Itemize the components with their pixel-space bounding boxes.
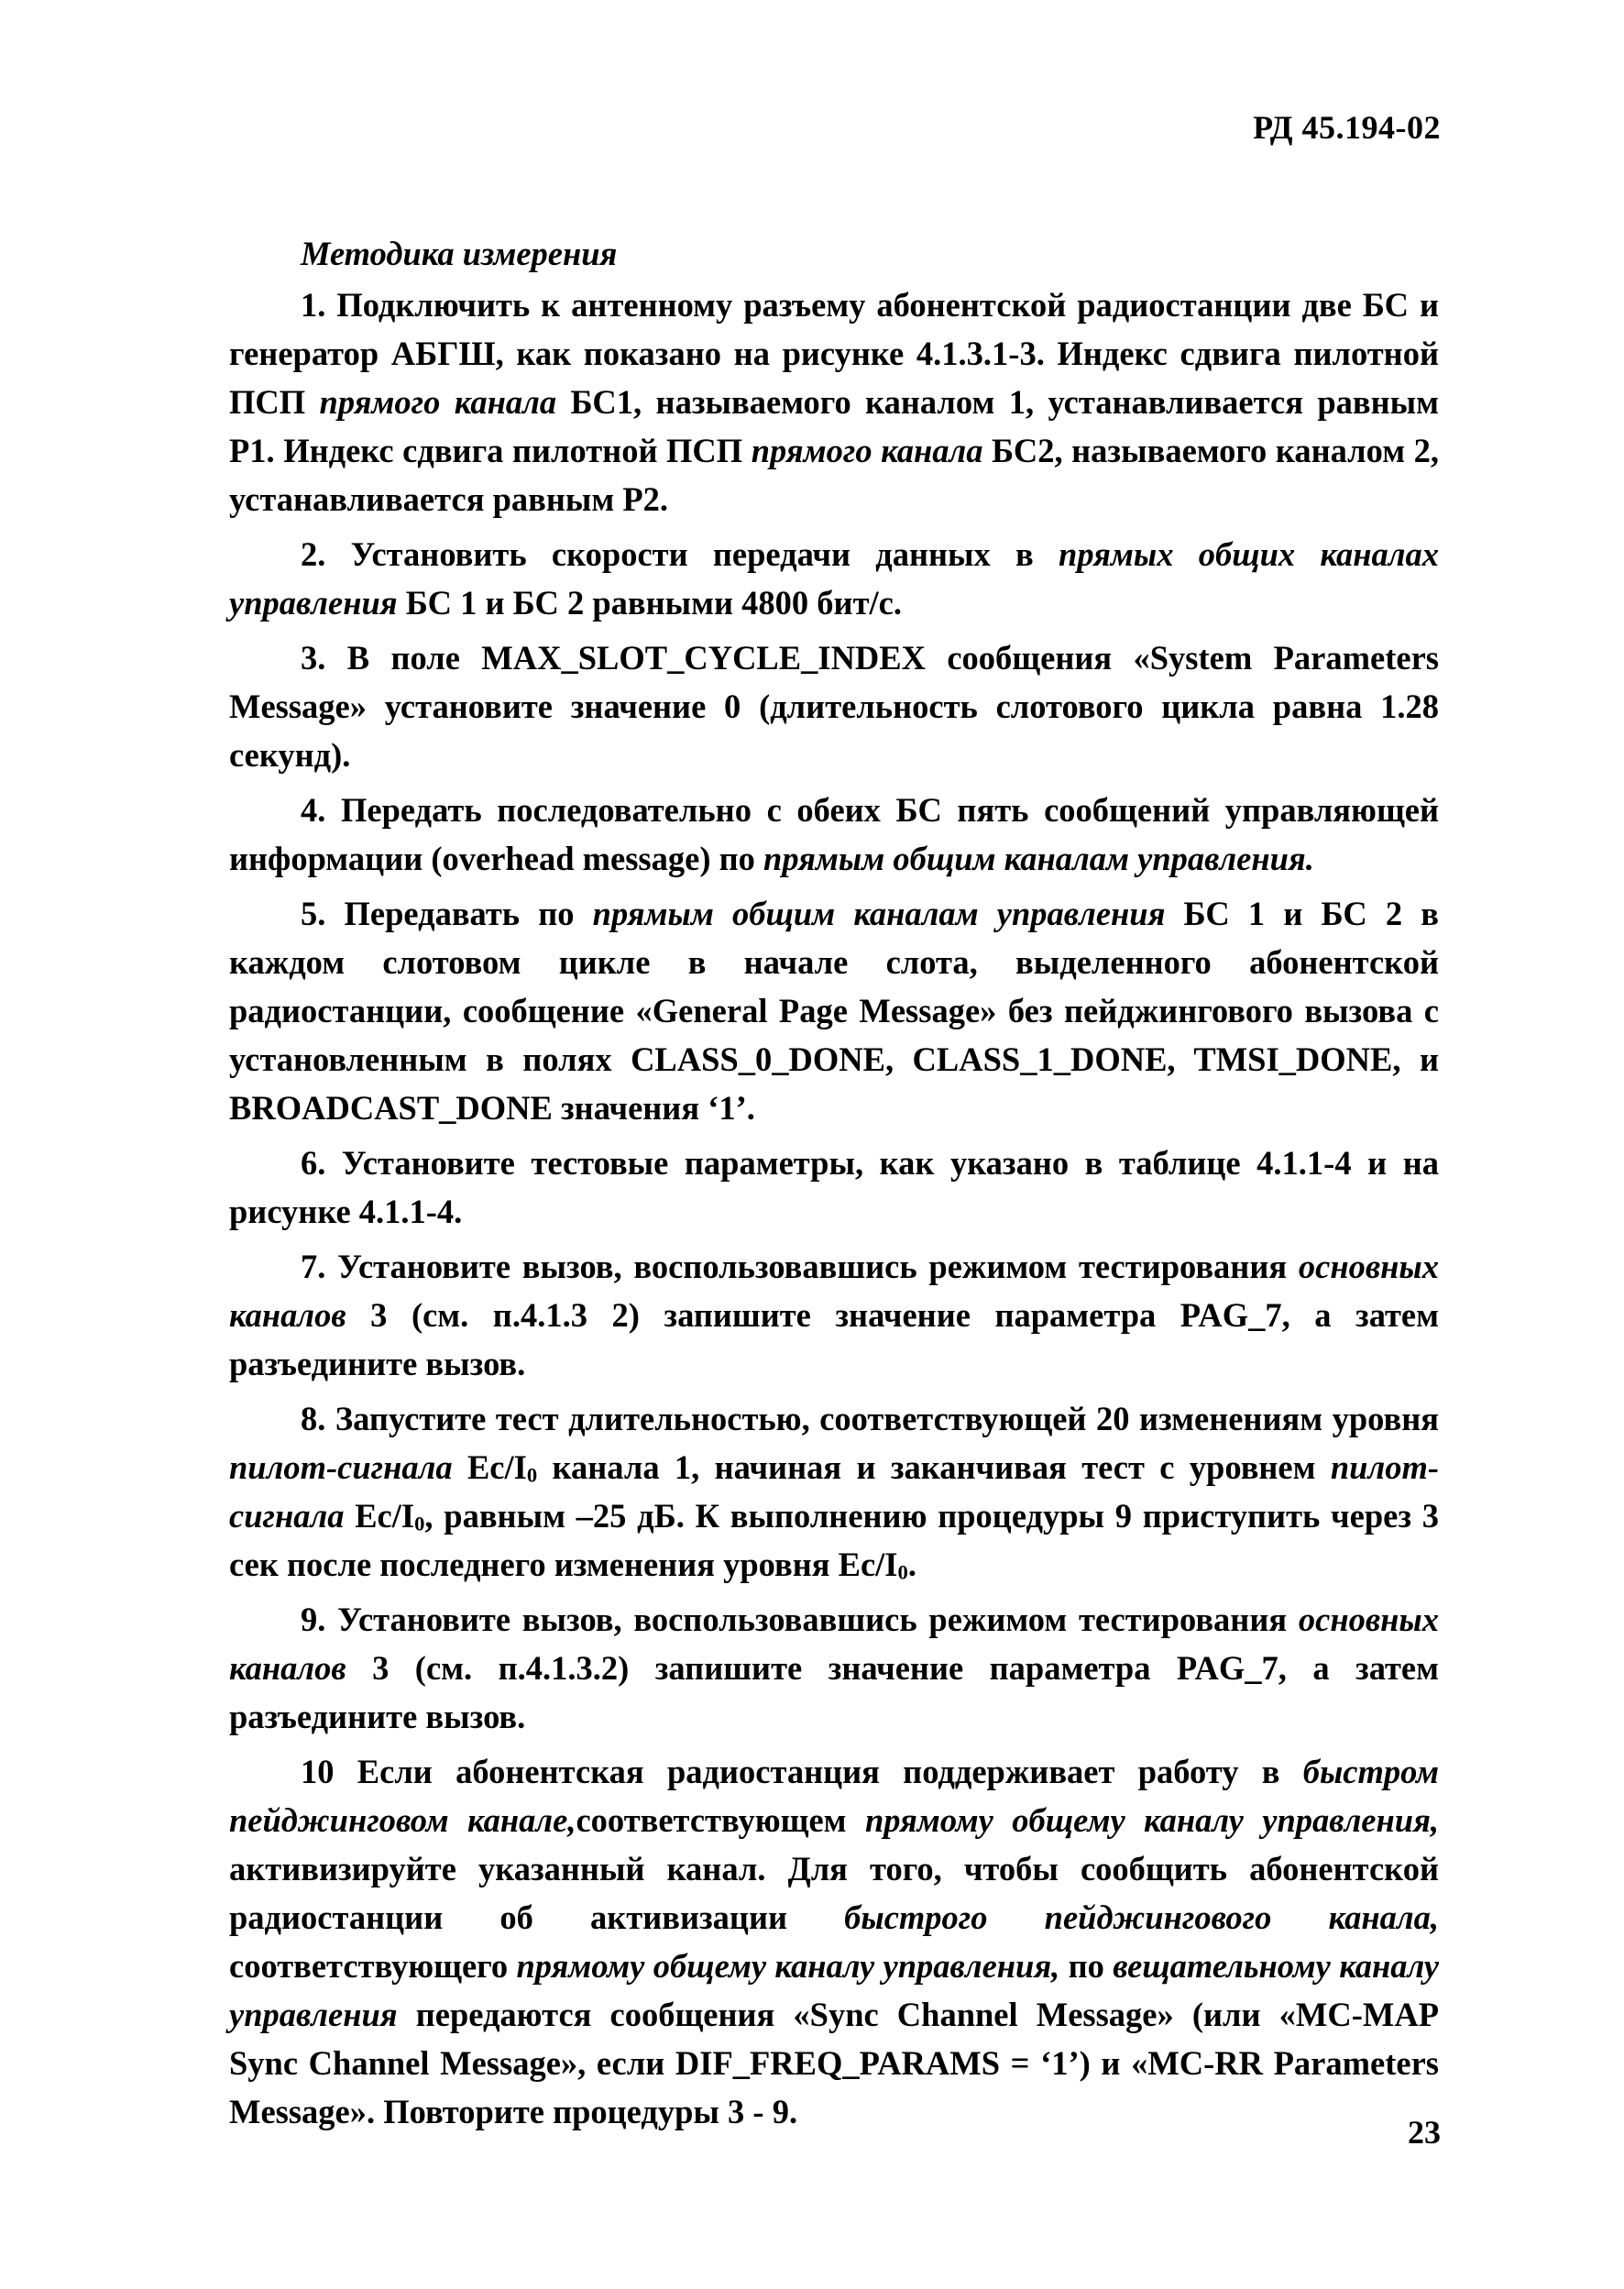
paragraph-3 (229, 633, 1439, 779)
paragraph-6 (229, 1139, 1439, 1236)
paragraph-text: . (907, 1546, 916, 1583)
paragraph-text: БС 1 и БС 2 равными 4800 бит/с. (397, 584, 902, 622)
paragraph-2 (229, 530, 1439, 627)
section-heading: Методика измерения (301, 235, 618, 272)
paragraph-text: соответствующем (576, 1801, 865, 1839)
emphasis-text: прямым общим каналам управления (592, 895, 1166, 932)
paragraph-8 (229, 1394, 1439, 1589)
emphasis-text: прямым общим каналам управления. (763, 840, 1314, 877)
paragraph-9 (229, 1595, 1439, 1741)
paragraph-text: Ec/I (452, 1448, 527, 1486)
document-id-header: РД 45.194-02 (1253, 109, 1441, 146)
paragraph-text: БС 1 и БС 2 в каждом слотовом цикле в начале слота, выделенного абонентской радиостанции, сообщение «General Page Message» без пейджингового вызова с установленным в полях CLASS_0_DONE, CLASS_1_DONE, TMSI_DONE, и BROADCAST_DONE значения ‘1’. (229, 895, 1439, 1127)
paragraph-text: активизируйте указанный канал. Для того, чтобы сообщить абонентской радиостанции об активизации (229, 1850, 1439, 1936)
emphasis-text: быстрого пейджингового канала, (844, 1898, 1439, 1936)
paragraph-10 (229, 1747, 1439, 2136)
paragraph-text: 7. Установите вызов, воспользовавшись режимом тестирования (301, 1248, 1299, 1285)
paragraph-text: 3. В поле MAX_SLOT_CYCLE_INDEX сообщения «System Parameters Message» установите значение 0 (длительность слотового цикла равна 1.28 секунд). (229, 639, 1439, 774)
paragraph-text: БС1, называемого каналом 1, устанавливается равным P1. Индекс сдвига пилотной ПСП (229, 383, 1439, 469)
emphasis-text: прямого канала (319, 383, 557, 421)
paragraph-text: , равным –25 дБ. К выполнению процедуры 9 приступить через 3 сек после последнего изменения уровня Ec/I (229, 1497, 1439, 1583)
subscript: 0 (526, 1463, 538, 1487)
subscript: 0 (897, 1560, 908, 1584)
paragraph-text: 3 (см. п.4.1.3.2) запишите значение параметра PAG_7, а затем разъедините вызов. (229, 1649, 1439, 1735)
emphasis-text: прямому общему каналу управления, (864, 1801, 1439, 1839)
paragraph-text: 4. Передать последовательно с обеих БС пять сообщений управляющей информации (overhead message) по (229, 791, 1439, 877)
emphasis-text: быстром пейджинговом канале, (229, 1753, 1439, 1839)
paragraph-text: 5. Передавать по (301, 895, 593, 932)
emphasis-text: основных каналов (229, 1248, 1439, 1334)
paragraph-text: 1. Подключить к антенному разъему абонентской радиостанции две БС и генератор АБГШ, как показано на рисунке 4.1.3.1-3. Индекс сдвига пилотной ПСП (229, 286, 1439, 421)
paragraph-text: 10 Если абонентская радиостанция поддерживает работу в (301, 1753, 1303, 1790)
paragraph-1 (229, 281, 1439, 523)
paragraph-7 (229, 1242, 1439, 1388)
paragraph-5 (229, 889, 1439, 1132)
page-number: 23 (1408, 2114, 1441, 2151)
emphasis-text: пилот-сигнала (229, 1448, 1439, 1535)
subscript: 0 (414, 1512, 425, 1535)
emphasis-text: прямому общему каналу управления, (516, 1947, 1060, 1985)
page-body (229, 229, 1439, 2142)
paragraph-text: соответствующего (229, 1947, 517, 1985)
paragraph-text: 9. Установите вызов, воспользовавшись режимом тестирования (301, 1601, 1299, 1638)
emphasis-text: основных каналов (229, 1601, 1439, 1687)
paragraph-text: Ec/I (344, 1497, 415, 1535)
emphasis-text: вещательному каналу управления (229, 1947, 1439, 2033)
paragraph-text: 6. Установите тестовые параметры, как указано в таблице 4.1.1-4 и на рисунке 4.1.1-4. (229, 1144, 1439, 1230)
emphasis-text: прямых общих каналах управления (229, 535, 1439, 622)
paragraph-text: 3 (см. п.4.1.3 2) запишите значение параметра PAG_7, а затем разъедините вызов. (229, 1296, 1439, 1382)
paragraph-4 (229, 786, 1439, 883)
paragraph-text: канала 1, начиная и заканчивая тест с уровнем (537, 1448, 1331, 1486)
emphasis-text: пилот-сигнала (229, 1448, 453, 1486)
paragraph-text: по (1059, 1947, 1114, 1985)
paragraph-text: 8. Запустите тест длительностью, соответствующей 20 изменениям уровня (301, 1400, 1439, 1437)
paragraph-text: передаются сообщения «Sync Channel Message» (или «MC-MAP Sync Channel Message», если DIF_FREQ_PARAMS = ‘1’) и «MC-RR Parameters Message». Повторите процедуры 3 - 9. (229, 1996, 1439, 2130)
paragraph-text: 2. Установить скорости передачи данных в (301, 535, 1059, 573)
paragraph-text: БС2, называемого каналом 2, устанавливается равным P2. (229, 432, 1439, 518)
emphasis-text: прямого канала (751, 432, 983, 469)
